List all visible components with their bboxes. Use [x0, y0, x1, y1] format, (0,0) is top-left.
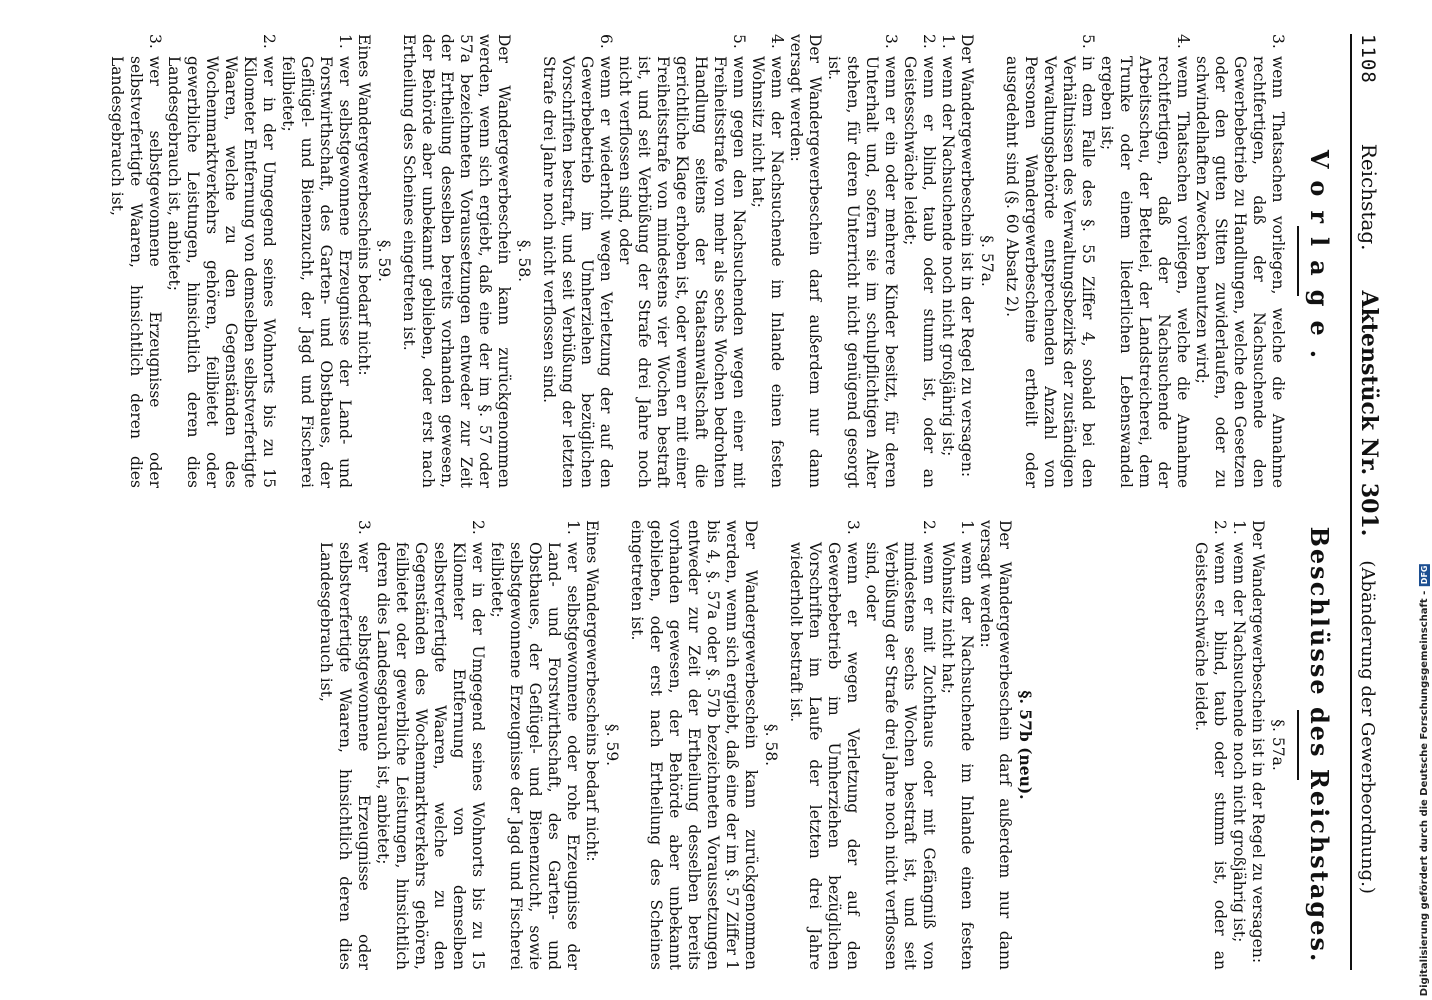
item-number: 1. — [958, 520, 976, 535]
item-text: wenn Thatsachen vorliegen, welche die Annahme rechtfertigen, daß der Nachsuchende den Gewerbebetrieb zu Handlungen, welche den Gesetzen oder den guten Sitten zuwiderlaufen, oder zu schwindelhaften Zwecken benutzen wird; — [1193, 56, 1287, 488]
item-number: 2. — [1211, 520, 1229, 535]
section-57b-intro: Der Wandergewerbeschein darf außerdem nur dann versagt werden: — [977, 520, 1014, 970]
item-number: 3. — [882, 34, 900, 49]
item-number: 3. — [355, 520, 373, 535]
header-akt-number: Aktenstück Nr. 301. — [1356, 290, 1382, 537]
list-item — [316, 520, 373, 970]
item-text: in dem Falle des §. 55 Ziffer 4, sobald bei den Verhältnissen des Verwaltungsbezirks der zuständigen Verwaltungsbehörde entsprechenden Anzahl von Personen Wandergewerbescheine ertheilt oder ausgedehnt sind (§. 60 Absatz 2). — [1003, 56, 1097, 488]
item-text: wenn er blind, taub oder stumm ist, oder an Geistesschwäche leidet; — [901, 56, 938, 488]
list-item — [1229, 520, 1248, 970]
list-item — [900, 34, 938, 488]
list-item — [373, 520, 487, 970]
section-57b-intro: Der Wandergewerbeschein darf außerdem nur dann versagt werden: — [787, 34, 824, 488]
list-item — [1191, 520, 1229, 970]
item-text: wer in der Umgegend seines Wohnorts bis zu 15 Kilometer Entfernung von demselben selbstverfertigte Waaren, welche zu den Gegenständen des Wochenmarktverkehrs gehören, feilbietet oder gewerbliche Leistungen, hinsichtlich deren dies Landesgebrauch ist, anbietet; — [165, 56, 278, 488]
list-item — [1002, 34, 1097, 488]
item-text: wenn er mit Zuchthaus oder mit Gefängniß von mindestens sechs Wochen bestraft ist, und seit Verbüßung der Strafe drei Jahre noch nicht verflossen sind, oder — [863, 542, 938, 970]
right-items59 — [316, 520, 582, 970]
right-items57b — [786, 520, 976, 970]
column-beschluesse — [40, 502, 1350, 970]
list-item — [1192, 34, 1287, 488]
item-text: wer selbstgewonnene Erzeugnisse der Land- und Forstwirthschaft, des Garten- und Obstbaues, der Geflügel- und Bienenzucht, der Jagd und Fischerei feilbietet; — [279, 56, 354, 488]
section-57a-heading: §. 57a. — [1269, 719, 1287, 771]
column-vorlage — [40, 34, 1350, 502]
list-item — [539, 34, 615, 488]
list-item — [824, 34, 900, 488]
list-item — [487, 520, 582, 970]
item-number: 5. — [730, 34, 748, 49]
item-text: wenn er blind, taub oder stumm ist, oder an Geistesschwäche leidet. — [1192, 542, 1229, 970]
page-header — [1350, 34, 1382, 970]
list-item — [786, 520, 862, 970]
section-57a-intro: Der Wandergewerbeschein ist in der Regel zu versagen: — [1249, 520, 1267, 964]
list-item — [164, 34, 278, 488]
item-text: wer selbstgewonnene Erzeugnisse oder selbstverfertigte Waaren, hinsichtlich deren dies Landesgebrauch ist, — [317, 542, 373, 970]
item-number: 3. — [146, 34, 164, 49]
section-59-heading: §. 59. — [375, 239, 393, 283]
item-number: 2. — [920, 34, 938, 49]
item-text: wenn Thatsachen vorliegen, welche die Annahme rechtfertigen, daß der Nachsuchende der Arbeitsscheu, der Bettelei, der Landstreicherei, dem Trunke oder einem liederlichen Lebenswandel ergeben ist; — [1098, 56, 1192, 488]
item-number: 1. — [1230, 520, 1248, 535]
right-items57a — [1191, 520, 1248, 970]
item-number: 2. — [469, 520, 487, 535]
item-text: wer selbstgewonnene oder rohe Erzeugnisse der Land- und Forstwirthschaft, des Garten- und Obstbaues, der Geflügel- und Bienenzucht, sowie selbstgewonnene Erzeugnisse der Jagd und Fischerei feilbietet; — [488, 542, 582, 970]
list-item — [748, 34, 786, 488]
item-number: 1. — [336, 34, 354, 49]
digitization-footer — [1419, 564, 1430, 996]
list-item — [107, 34, 164, 488]
item-number: 4. — [768, 34, 786, 49]
section-57a-intro: Der Wandergewerbeschein ist in der Regel zu versagen: — [958, 34, 976, 478]
section-59-heading: §. 59. — [603, 723, 621, 767]
section-57a-heading: §. 57a. — [978, 235, 996, 287]
item-number: 1. — [939, 34, 957, 49]
section-57b-heading: §. 57b (neu). — [1016, 690, 1035, 800]
column-title-beschluesse: Beschlüsse des Reichstages. — [1305, 526, 1334, 964]
list-item — [1097, 34, 1192, 488]
section-59-intro: Eines Wandergewerbescheins bedarf nicht: — [355, 34, 373, 376]
dfg-logo: DFG — [1420, 565, 1429, 585]
item-text: wenn der Nachsuchende im Inlande einen festen Wohnsitz nicht hat; — [749, 56, 786, 488]
item-number: 2. — [920, 520, 938, 535]
section-59-intro: Eines Wandergewerbescheins bedarf nicht: — [583, 520, 601, 862]
list-item — [278, 34, 354, 488]
item-number: 3. — [1269, 34, 1287, 49]
section-58-text: Der Wandergewerbeschein kann zurückgenommen werden, wenn sich ergiebt, daß eine der im §. 57 oder 57a bezeichneten Voraussetzungen entweder zur Zeit der Ertheilung desselben bereits vorhanden gewesen, der Behörde aber unbekannt geblieben, oder erst nach Ertheilung des Scheines eingetreten ist. — [400, 34, 513, 488]
list-item — [938, 520, 976, 970]
footer-text: Digitalisierung gefördert durch die Deutsche Forschungsgemeinschaft - — [1419, 590, 1430, 996]
item-number: 6. — [597, 34, 615, 49]
item-text: wenn der Nachsuchende im Inlande einen festen Wohnsitz nicht hat; — [939, 542, 976, 970]
item-number: 1. — [564, 520, 582, 535]
title-rule — [1297, 710, 1299, 780]
list-item — [938, 34, 957, 488]
item-text: wenn er ein oder mehrere Kinder besitzt, für deren Unterhalt und, sofern sie im schulpflichtigen Alter stehen, für deren Unterricht nicht genügend gesorgt ist. — [825, 56, 900, 488]
section-58-heading: §. 58. — [515, 239, 533, 283]
header-source: Reichstag. — [1357, 143, 1381, 251]
item-text: wenn der Nachsuchende noch nicht großjährig ist; — [939, 56, 957, 457]
column-title-vorlage: Vorlage. — [1305, 149, 1334, 373]
section-58-heading: §. 58. — [762, 723, 780, 767]
header-subject: (Abänderung der Gewerbeordnung.) — [1357, 560, 1378, 894]
list-item — [615, 34, 748, 488]
item-number: 3. — [844, 520, 862, 535]
item-text: wer selbstgewonnene Erzeugnisse oder selbstverfertigte Waaren, hinsichtlich deren dies Landesgebrauch ist, — [108, 56, 164, 488]
left-items59 — [107, 34, 354, 488]
item-text: wenn gegen den Nachsuchenden wegen einer mit Freiheitsstrafe von mehr als sechs Wochen bedrohten Handlung seitens der Staatsanwaltschaft die gerichtliche Klage erhoben ist, oder wenn er mit einer Freiheitsstrafe von mindestens vier Wochen bestraft ist, und seit Verbüßung der Strafe drei Jahre noch nicht verflossen sind, oder — [616, 56, 748, 488]
left-items57a — [824, 34, 957, 488]
page-number: 1108 — [1357, 34, 1379, 84]
list-item — [862, 520, 938, 970]
left-items1 — [1002, 34, 1287, 488]
item-number: 4. — [1174, 34, 1192, 49]
item-text: wenn der Nachsuchende noch nicht großjährig ist; — [1230, 542, 1248, 943]
section-58-text: Der Wandergewerbeschein kann zurückgenommen werden, wenn sich ergiebt, daß eine der im §. 57 Ziffer 1 bis 4, §. 57a oder §. 57b bezeichneten Voraussetzungen entweder zur Zeit der Ertheilung desselben bereits vorhanden gewesen, der Behörde aber unbekannt geblieben, oder erst nach Ertheilung des Scheines eingetreten ist. — [628, 520, 760, 970]
item-number: 2. — [260, 34, 278, 49]
item-text: wenn er wiederholt wegen Verletzung der auf den Gewerbebetrieb im Umherziehen bezüglichen Vorschriften bestraft, und seit Verbüßung der letzten Strafe drei Jahre noch nicht verflossen sind. — [540, 56, 615, 488]
item-text: wer in der Umgegend seines Wohnorts bis zu 15 Kilometer Entfernung von demselben selbstverfertigte Waaren, welche zu den Gegenständen des Wochenmarktverkehrs gehören, feilbietet oder gewerbliche Leistungen, hinsichtlich deren dies Landesgebrauch ist, anbietet; — [374, 542, 487, 970]
left-items57b — [539, 34, 786, 488]
item-text: wenn er wegen Verletzung der auf den Gewerbebetrieb im Umherziehen bezüglichen Vorschriften im Laufe der letzten drei Jahre wiederholt bestraft ist. — [787, 542, 862, 970]
item-number: 5. — [1079, 34, 1097, 49]
two-column-body — [40, 34, 1350, 970]
title-rule — [1297, 226, 1299, 296]
